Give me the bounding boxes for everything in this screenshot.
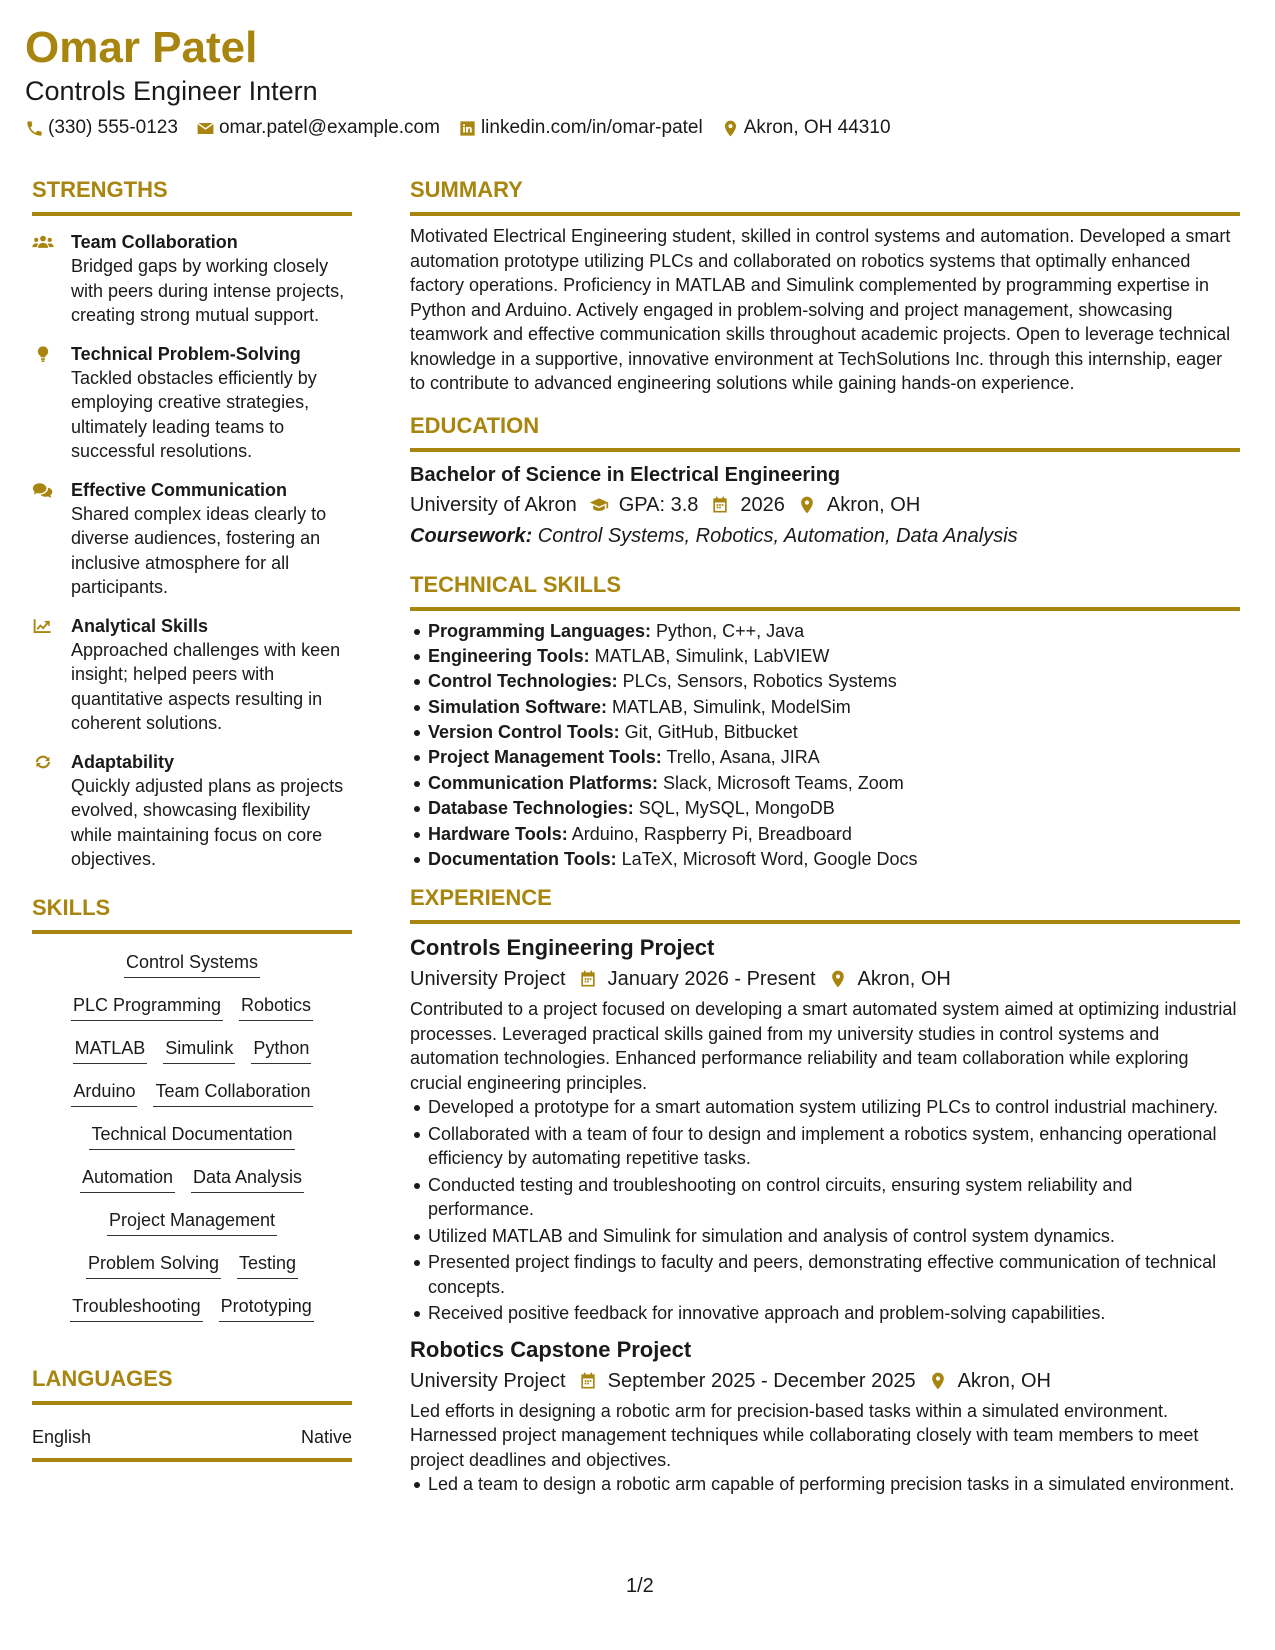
language-level: Native — [300, 1426, 352, 1447]
job-bullets — [410, 1095, 1240, 1326]
coursework-line — [410, 522, 1240, 550]
language-level-bar — [32, 1458, 352, 1462]
section-title-technical-skills: TECHNICAL SKILLS — [410, 571, 622, 597]
skill-category: Version Control Tools: — [428, 722, 620, 743]
right-column — [410, 176, 1240, 1499]
contact-bar — [25, 116, 1245, 140]
list-item: Utilized MATLAB and Simulink for simulation and analysis of control system dynamics. — [428, 1224, 1240, 1249]
map-marker-icon — [828, 969, 848, 989]
linkedin-text: linkedin.com/in/omar-patel — [480, 117, 703, 138]
candidate-role: Controls Engineer Intern — [25, 76, 318, 106]
skill-tag: Control Systems — [124, 950, 260, 978]
phone-icon — [25, 119, 44, 138]
skill-category: Simulation Software: — [428, 696, 608, 717]
skill-tag-list — [32, 944, 352, 1331]
section-divider — [410, 607, 1240, 611]
language-row — [32, 1425, 352, 1449]
skill-values: Trello, Asana, JIRA — [661, 747, 820, 768]
strength-desc: Bridged gaps by working closely with peers during intense projects, creating strong mutual support. — [71, 256, 345, 325]
list-item: Collaborated with a team of four to design and implement a robotics system, enhancing operational efficiency by automating repetitive tasks. — [428, 1122, 1240, 1171]
job-dates: September 2025 - December 2025 — [607, 1369, 916, 1392]
job-entry — [410, 934, 1240, 1326]
list-item — [428, 847, 1240, 871]
comments-icon — [32, 481, 54, 499]
job-location-item — [828, 965, 951, 993]
skill-tag: Testing — [237, 1251, 298, 1279]
list-item — [428, 745, 1240, 769]
section-title-languages: LANGUAGES — [32, 1365, 173, 1391]
map-marker-icon — [797, 495, 817, 515]
graduation-cap-icon — [589, 495, 609, 515]
skill-values: SQL, MySQL, MongoDB — [633, 798, 835, 819]
skill-category: Programming Languages: — [428, 620, 652, 641]
job-dates: January 2026 - Present — [607, 968, 816, 991]
skill-tag: PLC Programming — [71, 993, 223, 1021]
skill-category: Communication Platforms: — [428, 772, 659, 793]
section-divider — [410, 448, 1240, 452]
skill-values: MATLAB, Simulink, ModelSim — [607, 696, 851, 717]
skill-tag: Automation — [80, 1165, 175, 1193]
skill-category: Engineering Tools: — [428, 645, 590, 666]
map-marker-icon — [721, 119, 740, 138]
list-item — [428, 771, 1240, 795]
skill-tag: Robotics — [239, 993, 313, 1021]
strength-item — [32, 750, 352, 872]
skill-tag: Troubleshooting — [70, 1294, 202, 1322]
section-divider — [32, 212, 352, 216]
map-marker-icon — [928, 1371, 948, 1391]
education-meta — [410, 491, 1240, 519]
envelope-icon — [196, 119, 215, 138]
skill-values: Slack, Microsoft Teams, Zoom — [658, 772, 904, 793]
skill-tag: MATLAB — [73, 1036, 148, 1064]
strength-item — [32, 342, 352, 464]
language-name: English — [32, 1426, 92, 1447]
coursework-label: Coursework: — [410, 524, 533, 547]
list-item: Received positive feedback for innovative approach and problem-solving capabilities. — [428, 1301, 1240, 1326]
sync-icon — [32, 753, 54, 771]
skills-section — [32, 894, 352, 1331]
job-org: University Project — [410, 968, 566, 991]
skill-values: Arduino, Raspberry Pi, Breadboard — [567, 823, 852, 844]
section-title-summary: SUMMARY — [410, 177, 523, 202]
skill-tag: Problem Solving — [86, 1251, 221, 1279]
list-item — [428, 644, 1240, 668]
skill-tag: Arduino — [71, 1079, 137, 1107]
technical-skills-list — [410, 619, 1240, 872]
strengths-section — [32, 176, 352, 872]
strength-title: Analytical Skills — [71, 615, 209, 636]
skill-values: LaTeX, Microsoft Word, Google Docs — [616, 849, 918, 870]
strength-item — [32, 230, 352, 328]
phone-text: (330) 555-0123 — [48, 117, 178, 138]
gpa-text: GPA: 3.8 — [618, 493, 699, 516]
section-title-skills: SKILLS — [32, 894, 111, 920]
job-location-item — [928, 1367, 1051, 1395]
resume-header — [25, 22, 1245, 140]
skill-values: PLCs, Sensors, Robotics Systems — [617, 671, 897, 692]
strength-title: Team Collaboration — [71, 232, 238, 252]
strength-desc: Quickly adjusted plans as projects evolved, showcasing flexibility while maintaining focus on core objectives. — [71, 775, 344, 869]
list-item — [428, 822, 1240, 846]
contact-phone[interactable] — [25, 116, 178, 140]
job-dates-item — [578, 965, 816, 993]
list-item — [428, 619, 1240, 643]
year-text: 2026 — [740, 493, 785, 516]
lightbulb-icon — [32, 345, 54, 363]
experience-section — [410, 884, 1240, 1497]
section-divider — [32, 930, 352, 934]
skill-category: Control Technologies: — [428, 671, 618, 692]
gpa-item — [589, 491, 699, 519]
job-title: Robotics Capstone Project — [410, 1336, 692, 1362]
email-text: omar.patel@example.com — [218, 117, 440, 138]
calendar-icon — [578, 969, 598, 989]
calendar-icon — [710, 495, 730, 515]
year-item — [710, 491, 785, 519]
edu-location-text: Akron, OH — [826, 493, 921, 516]
job-bullets — [410, 1472, 1240, 1497]
degree-title: Bachelor of Science in Electrical Engineering — [410, 463, 841, 486]
list-item: Led a team to design a robotic arm capable of performing precision tasks in a simulated environment. — [428, 1472, 1240, 1497]
skill-tag: Technical Documentation — [89, 1122, 294, 1150]
candidate-name: Omar Patel — [25, 23, 258, 72]
contact-linkedin[interactable] — [458, 116, 703, 140]
location-text: Akron, OH 44310 — [743, 117, 891, 138]
skill-tag: Data Analysis — [191, 1165, 304, 1193]
edu-location-item — [797, 491, 920, 519]
list-item — [428, 669, 1240, 693]
list-item: Presented project findings to faculty and peers, demonstrating effective communication of technical concepts. — [428, 1250, 1240, 1299]
contact-location — [721, 116, 891, 140]
skill-tag: Team Collaboration — [153, 1079, 312, 1107]
education-section — [410, 412, 1240, 550]
job-title: Controls Engineering Project — [410, 935, 715, 961]
section-divider — [410, 212, 1240, 216]
skill-category: Hardware Tools: — [428, 823, 568, 844]
coursework-text: Control Systems, Robotics, Automation, Data Analysis — [532, 524, 1018, 547]
job-entry — [410, 1336, 1240, 1497]
skill-values: MATLAB, Simulink, LabVIEW — [589, 645, 830, 666]
section-divider — [410, 920, 1240, 924]
skill-tag: Python — [251, 1036, 311, 1064]
section-title-education: EDUCATION — [410, 412, 540, 438]
skill-tag: Prototyping — [219, 1294, 314, 1322]
skill-tag: Project Management — [107, 1208, 277, 1236]
list-item — [428, 796, 1240, 820]
summary-text: Motivated Electrical Engineering student, skilled in control systems and automation. Developed a smart automation prototype utilizing PLCs and collaborated on robotics systems that optimally enhanced factory operations. Proficiency in MATLAB and Simulink complemented by programming expertise in Python and Arduino. Actively engaged in problem-solving and project management, showcasing teamwork and effective communication skills throughout academic projects. Open to leverage technical knowledge in a supportive, innovative environment at TechSolutions Inc. through this internship, eager to contribute to advanced engineering solutions while gaining hands-on experience. — [410, 226, 1231, 393]
strength-item — [32, 614, 352, 736]
strength-desc: Tackled obstacles efficiently by employing creative strategies, ultimately leading teams to successful resolutions. — [71, 367, 317, 461]
list-item — [428, 695, 1240, 719]
job-org: University Project — [410, 1369, 566, 1392]
section-divider — [32, 1401, 352, 1405]
section-title-experience: EXPERIENCE — [410, 885, 552, 911]
list-item — [428, 720, 1240, 744]
users-icon — [32, 233, 54, 251]
calendar-icon — [578, 1371, 598, 1391]
skill-category: Project Management Tools: — [428, 747, 662, 768]
strength-title: Effective Communication — [71, 479, 288, 500]
strength-title: Adaptability — [71, 751, 175, 772]
section-title-strengths: STRENGTHS — [32, 177, 168, 202]
job-location: Akron, OH — [857, 968, 951, 991]
job-description: Led efforts in designing a robotic arm for precision-based tasks within a simulated environment. Harnessed project management techniques while collaborating closely with team members to meet project deadlines and objectives. — [410, 1400, 1199, 1470]
strength-desc: Shared complex ideas clearly to diverse audiences, fostering an inclusive atmosphere for all participants. — [71, 503, 327, 597]
skill-category: Documentation Tools: — [428, 849, 617, 870]
job-dates-item — [578, 1367, 916, 1395]
left-column — [32, 176, 352, 1462]
page-number: 1/2 — [626, 1575, 654, 1597]
job-meta — [410, 965, 1240, 993]
skill-values: Git, GitHub, Bitbucket — [619, 722, 798, 743]
technical-skills-section — [410, 571, 1240, 872]
list-item: Conducted testing and troubleshooting on control circuits, ensuring system reliability and performance. — [428, 1173, 1240, 1222]
languages-section — [32, 1365, 352, 1462]
job-location: Akron, OH — [957, 1369, 1051, 1392]
strength-item — [32, 478, 352, 600]
contact-email[interactable] — [196, 116, 440, 140]
chart-line-icon — [32, 617, 54, 635]
strength-desc: Approached challenges with keen insight; helped peers with quantitative aspects resulting in coherent solutions. — [71, 639, 341, 733]
skill-tag: Simulink — [163, 1036, 235, 1064]
strength-title: Technical Problem-Solving — [71, 343, 301, 364]
skill-category: Database Technologies: — [428, 798, 634, 819]
linkedin-icon — [458, 119, 477, 138]
summary-section — [410, 176, 1240, 396]
list-item: Developed a prototype for a smart automation system utilizing PLCs to control industrial machinery. — [428, 1095, 1240, 1120]
job-meta — [410, 1367, 1240, 1395]
school-name: University of Akron — [410, 493, 577, 516]
skill-values: Python, C++, Java — [651, 620, 805, 641]
job-description: Contributed to a project focused on developing a smart automated system aimed at optimizing industrial processes. Leveraged practical skills gained from my university studies in control systems and automation technologies. Enhanced performance reliability and team collaboration while exploring crucial engineering principles. — [410, 999, 1237, 1093]
